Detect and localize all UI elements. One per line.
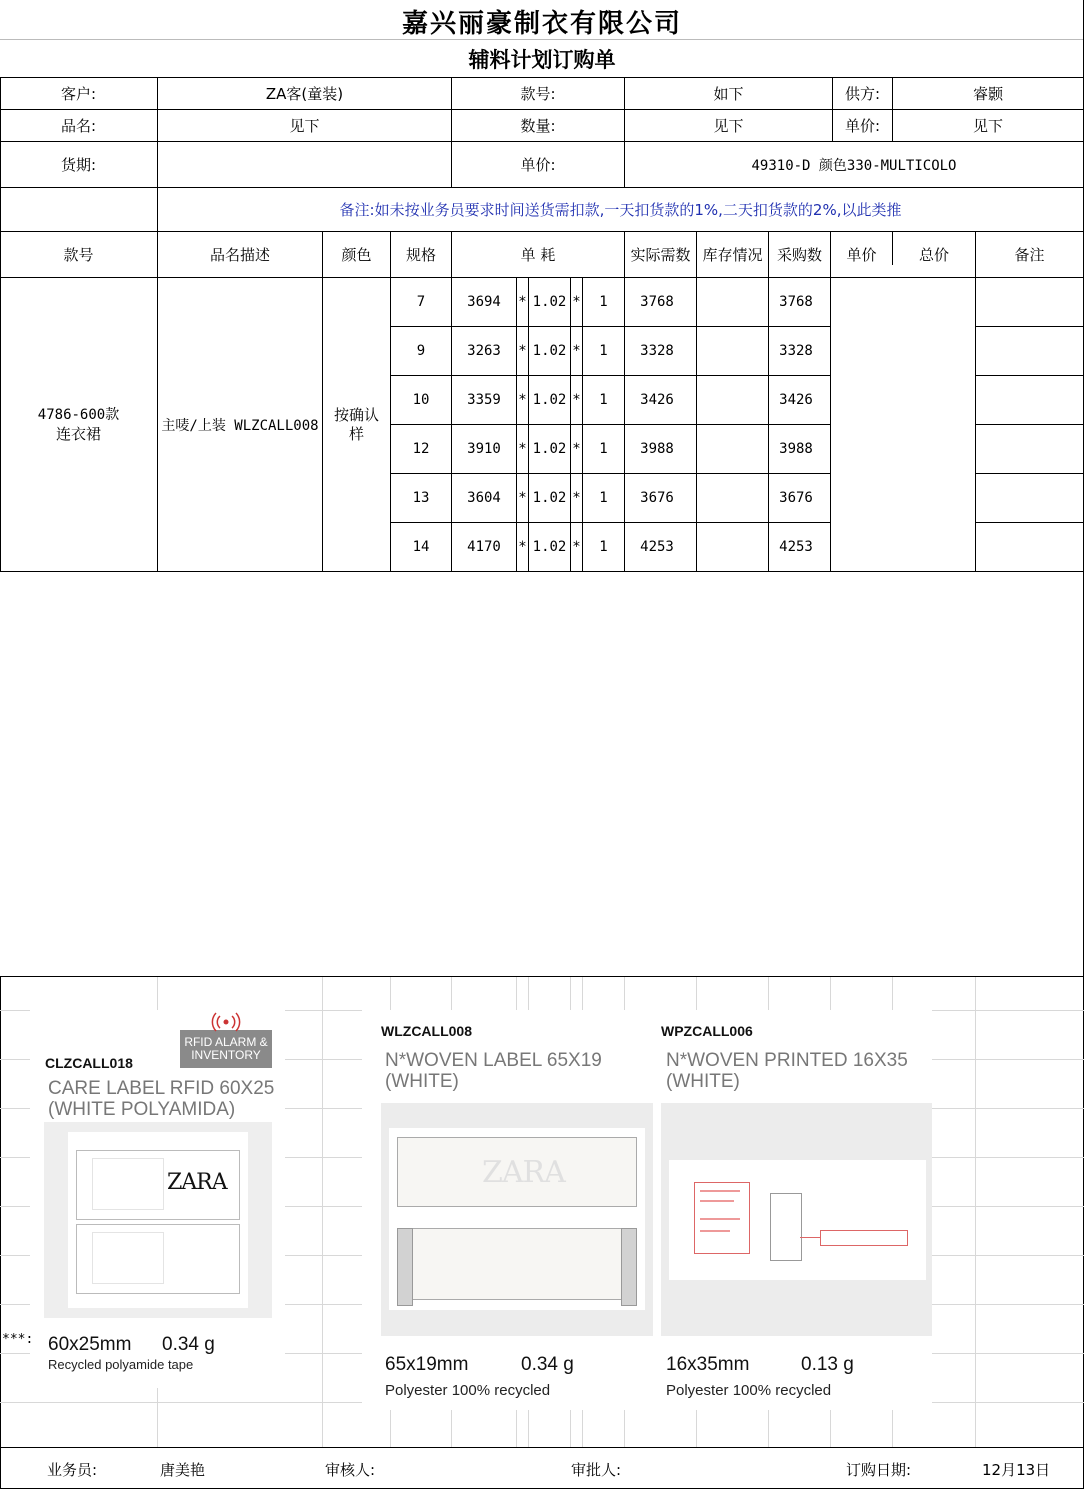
row-qty: 3910 (467, 441, 501, 457)
row-size: 12 (412, 441, 430, 457)
row-factor: 1.02 (532, 490, 567, 506)
row-op2: * (572, 294, 581, 310)
row-size: 14 (412, 539, 430, 555)
style-no-value: 如下 (713, 85, 744, 103)
row-op2: * (572, 392, 581, 408)
header-style: 款号 (63, 246, 94, 264)
row-mult: 1 (599, 490, 608, 506)
row-size: 13 (412, 490, 430, 506)
label3-code: WPZCALL006 (661, 1023, 753, 1039)
row-mult: 1 (599, 294, 608, 310)
color-cell (323, 278, 390, 572)
header-description: 品名描述 (209, 246, 270, 264)
customer-label: 客户: (60, 85, 97, 103)
row-mult: 1 (599, 343, 608, 359)
row-purchase: 3328 (779, 343, 813, 359)
row-qty: 3263 (467, 343, 501, 359)
garment-type: 连衣裙 (55, 425, 101, 443)
color-line2: 样 (348, 425, 364, 443)
label1-material: Recycled polyamide tape (48, 1357, 194, 1372)
row-op2: * (572, 441, 581, 457)
row-stock (697, 523, 768, 571)
color-line1: 按确认 (333, 406, 379, 424)
row-factor: 1.02 (532, 539, 567, 555)
header-color: 颜色 (341, 246, 372, 264)
side-mark: ***: (2, 1332, 34, 1347)
supplier-label: 供方: (844, 85, 881, 103)
label1-code: CLZCALL018 (45, 1055, 133, 1071)
row-size: 10 (412, 392, 430, 408)
label1-desc-line1: CARE LABEL RFID 60X25 (48, 1078, 275, 1099)
delivery-value (158, 142, 451, 187)
row-purchase: 3426 (779, 392, 813, 408)
row-mult: 1 (599, 441, 608, 457)
row-op1: * (518, 441, 527, 457)
row-size: 9 (416, 343, 426, 359)
order-date-label: 订购日期: (846, 1461, 912, 1479)
label3-desc-line2: (WHITE) (666, 1071, 740, 1092)
row-op1: * (518, 490, 527, 506)
unit-price-value: 见下 (972, 117, 1003, 135)
row-op1: * (518, 539, 527, 555)
label2-desc-line1: N*WOVEN LABEL 65X19 (385, 1050, 602, 1071)
label2-back-panel (397, 1228, 637, 1300)
header-consumption: 单 耗 (520, 246, 556, 264)
label3-material: Polyester 100% recycled (666, 1382, 832, 1399)
label1-desc (48, 1078, 274, 1120)
row-mult: 1 (599, 392, 608, 408)
unit-price-label: 单价: (844, 117, 881, 135)
label3-print-line1 (700, 1190, 740, 1192)
salesman-label: 业务员: (47, 1461, 98, 1479)
label1-desc-line2: (WHITE POLYAMIDA) (48, 1099, 236, 1120)
header-stock: 库存情况 (702, 246, 763, 264)
row-actual: 3676 (640, 490, 674, 506)
label3-desc-line1: N*WOVEN PRINTED 16X35 (666, 1050, 908, 1071)
row-stock (697, 474, 768, 522)
product-value: 见下 (289, 117, 320, 135)
product-label: 品名: (60, 117, 97, 135)
style-no-label: 款号: (520, 85, 556, 103)
header-purchase: 采购数 (776, 246, 822, 264)
label1-weight: 0.34 g (162, 1334, 215, 1355)
label2-fold-left (397, 1228, 413, 1306)
remark-note: 备注:如未按业务员要求时间送货需扣款,一天扣货款的1%,二天扣货款的2%,以此类推 (339, 201, 902, 219)
label1-antenna-top (92, 1158, 164, 1210)
reviewer-label: 审核人: (325, 1461, 376, 1479)
label2-weight: 0.34 g (521, 1354, 574, 1375)
salesman-value: 唐美艳 (160, 1461, 206, 1479)
label1-antenna-bottom (92, 1232, 164, 1284)
row-op2: * (572, 490, 581, 506)
row-stock (697, 425, 768, 473)
row-qty: 3359 (467, 392, 501, 408)
row-mult: 1 (599, 539, 608, 555)
label3-desc (666, 1050, 908, 1092)
row-stock (697, 376, 768, 424)
label3-print-line4 (700, 1230, 730, 1232)
row-factor: 1.02 (532, 343, 567, 359)
row-op1: * (518, 294, 527, 310)
label3-print-callout (820, 1230, 908, 1246)
header-actual: 实际需数 (630, 246, 691, 264)
label2-material: Polyester 100% recycled (385, 1382, 551, 1399)
label2-desc-line2: (WHITE) (385, 1071, 459, 1092)
label3-weight: 0.13 g (801, 1354, 854, 1375)
company-name: 嘉兴丽豪制衣有限公司 (401, 8, 682, 39)
style-cell (0, 278, 157, 572)
style-number: 4786-600款 (37, 407, 120, 423)
row-op2: * (572, 343, 581, 359)
row-actual: 3768 (640, 294, 674, 310)
label2-desc (385, 1050, 602, 1092)
rfid-badge-line2: INVENTORY (191, 1048, 261, 1062)
header-total: 总价 (918, 246, 949, 264)
document-title: 辅料计划订购单 (468, 48, 616, 72)
label3-print-side (770, 1193, 802, 1261)
row-actual: 4253 (640, 539, 674, 555)
row-op1: * (518, 343, 527, 359)
label3-size: 16x35mm (666, 1354, 750, 1375)
rfid-signal-icon (210, 1010, 242, 1032)
row-op1: * (518, 392, 527, 408)
price-label: 单价: (520, 156, 556, 174)
row-factor: 1.02 (532, 441, 567, 457)
row-stock (697, 278, 768, 326)
row-purchase: 3676 (779, 490, 813, 506)
row-actual: 3328 (640, 343, 674, 359)
row-factor: 1.02 (532, 392, 567, 408)
customer-value: ZA客(童装) (265, 85, 344, 103)
row-purchase: 3988 (779, 441, 813, 457)
price-value: 49310-D 颜色330-MULTICOLO (751, 157, 957, 174)
header-unit-price: 单价 (846, 246, 877, 264)
row-qty: 4170 (467, 539, 501, 555)
row-stock (697, 327, 768, 375)
supplier-value: 睿颢 (972, 85, 1003, 103)
header-note: 备注 (1014, 246, 1045, 264)
delivery-label: 货期: (60, 156, 97, 174)
header-size: 规格 (405, 246, 436, 264)
label3-print-line2 (700, 1200, 734, 1202)
row-actual: 3988 (640, 441, 674, 457)
label3-callout-line (800, 1237, 820, 1238)
row-qty: 3604 (467, 490, 501, 506)
description-cell: 主唛/上装 WLZCALL008 (161, 418, 319, 434)
label1-size: 60x25mm (48, 1334, 132, 1355)
label2-fold-right (621, 1228, 637, 1306)
label2-zara-logo: ZARA (482, 1155, 565, 1190)
row-size: 7 (416, 294, 426, 310)
row-op2: * (572, 539, 581, 555)
rfid-badge-line1: RFID ALARM & (184, 1035, 268, 1049)
row-purchase: 4253 (779, 539, 813, 555)
label2-size: 65x19mm (385, 1354, 469, 1375)
row-purchase: 3768 (779, 294, 813, 310)
row-qty: 3694 (467, 294, 501, 310)
row-actual: 3426 (640, 392, 674, 408)
label1-zara-logo: ZARA (167, 1170, 227, 1195)
label3-print-line3 (700, 1218, 740, 1220)
quantity-label: 数量: (520, 117, 556, 135)
rfid-badge (180, 1030, 272, 1068)
row-factor: 1.02 (532, 294, 567, 310)
quantity-value: 见下 (713, 117, 744, 135)
label2-code: WLZCALL008 (381, 1023, 472, 1039)
order-date-value: 12月13日 (982, 1461, 1051, 1479)
approver-label: 审批人: (571, 1461, 622, 1479)
